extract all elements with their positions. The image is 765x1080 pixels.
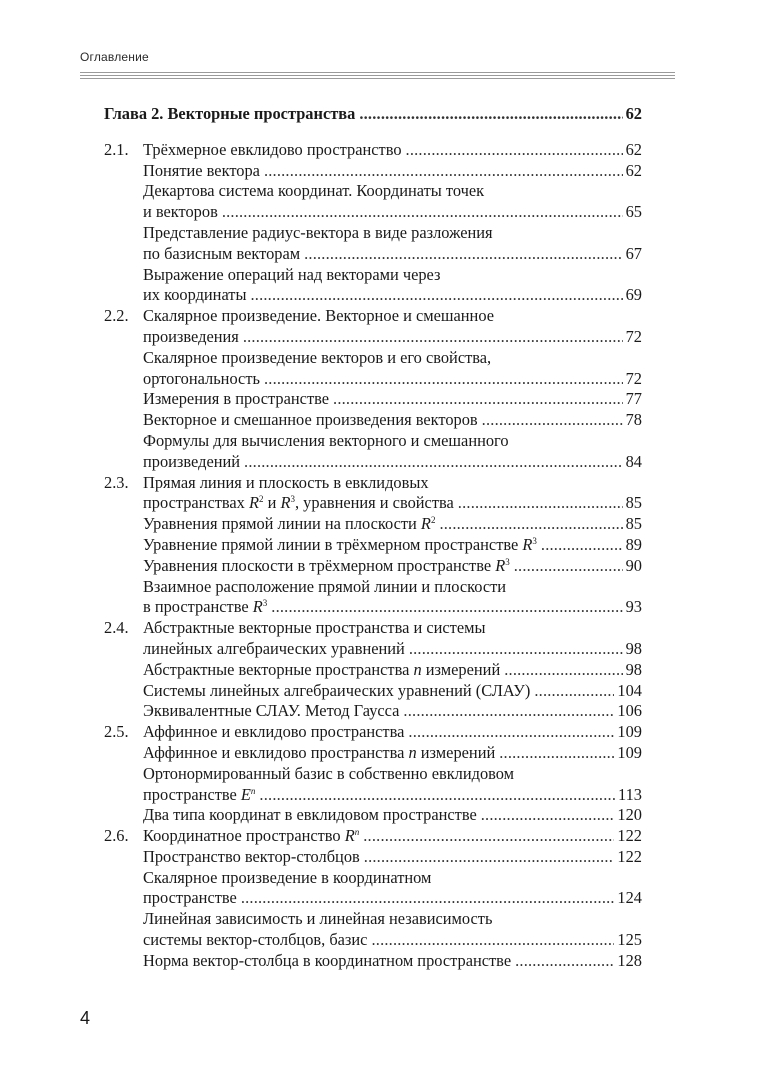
dot-leader <box>264 161 623 182</box>
dot-leader <box>359 104 622 125</box>
item-title: пространстве <box>143 888 237 908</box>
dot-leader <box>534 681 614 702</box>
dot-leader <box>458 493 623 514</box>
item-title: системы вектор-столбцов, базис <box>143 930 368 950</box>
page-number: 4 <box>80 1008 91 1028</box>
toc-section-2-1[interactable] <box>104 140 642 161</box>
item-title: ортогональность <box>143 368 260 388</box>
dot-leader <box>403 701 614 722</box>
toc-section-line2[interactable] <box>104 327 642 348</box>
section-number: 2.1. <box>104 139 129 159</box>
page-ref: 85 <box>625 493 642 513</box>
chapter-title: Глава 2. Векторные пространства <box>104 104 356 123</box>
section-number: 2.3. <box>104 472 129 492</box>
dot-leader <box>371 930 614 951</box>
section-title: Абстрактные векторные пространства и системы <box>143 618 486 638</box>
page-ref: 85 <box>625 514 642 534</box>
item-title: Формулы для вычисления векторного и смешанного <box>143 430 509 450</box>
toc-item-line1[interactable] <box>104 181 642 202</box>
page-ref: 90 <box>625 555 642 575</box>
item-title: Векторное и смешанное произведения векторов <box>143 410 478 430</box>
section-title: пространствах $R^2$ и $R^3$, уравнения и свойства <box>143 493 454 513</box>
item-title: Пространство вектор-столбцов <box>143 846 360 866</box>
dot-leader <box>259 785 615 806</box>
item-title: Линейная зависимость и линейная независимость <box>143 909 493 929</box>
page-ref: 65 <box>625 202 642 222</box>
toc-item-line2[interactable] <box>104 452 642 473</box>
toc-item[interactable] <box>104 535 642 556</box>
item-title: Взаимное расположение прямой линии и плоскости <box>143 576 507 596</box>
section-number: 2.6. <box>104 826 129 846</box>
section-number: 2.5. <box>104 722 129 742</box>
toc-item[interactable] <box>104 951 642 972</box>
item-title: в пространстве $R^3$ <box>143 597 268 617</box>
running-title: Оглавление <box>80 50 149 64</box>
page-ref: 120 <box>617 805 642 825</box>
toc-item-line1[interactable] <box>104 431 642 452</box>
dot-leader <box>439 514 622 535</box>
page-ref: 104 <box>617 680 642 700</box>
toc-item[interactable] <box>104 556 642 577</box>
page-ref: 84 <box>625 451 642 471</box>
toc-item-line1[interactable] <box>104 909 642 930</box>
item-title: их координаты <box>143 285 247 305</box>
dot-leader <box>333 389 623 410</box>
toc-item-line1[interactable] <box>104 223 642 244</box>
toc-item-line2[interactable] <box>104 597 642 618</box>
section-title: Трёхмерное евклидово пространство <box>143 139 402 159</box>
toc-section-2-2[interactable] <box>104 306 642 327</box>
toc-chapter-2[interactable] <box>104 104 642 125</box>
toc-item-line2[interactable] <box>104 930 642 951</box>
item-title: Уравнения прямой линии на плоскости $R^2$ <box>143 514 436 534</box>
page-ref: 78 <box>625 410 642 430</box>
page-ref: 62 <box>625 139 642 159</box>
dot-leader <box>408 722 614 743</box>
page-ref: 106 <box>617 701 642 721</box>
item-title: Ортонормированный базис в собственно евклидовом <box>143 763 515 783</box>
section-title: Аффинное и евклидово пространства <box>143 722 405 742</box>
page-ref: 113 <box>618 784 642 804</box>
toc-item[interactable] <box>104 805 642 826</box>
dot-leader <box>504 660 622 681</box>
toc-item-line1[interactable] <box>104 764 642 785</box>
item-title: Аффинное и евклидово пространства n измерений <box>143 742 496 762</box>
section-title: линейных алгебраических уравнений <box>143 638 405 658</box>
toc-item-line2[interactable] <box>104 369 642 390</box>
item-title: по базисным векторам <box>143 243 301 263</box>
dot-leader <box>481 805 615 826</box>
item-title: пространстве $E^n$ <box>143 784 256 804</box>
page-ref: 62 <box>625 104 642 123</box>
item-title: Выражение операций над векторами через <box>143 264 441 284</box>
page-ref: 93 <box>625 597 642 617</box>
dot-leader <box>222 202 623 223</box>
item-title: Норма вектор-столбца в координатном пространстве <box>143 950 512 970</box>
toc-item[interactable] <box>104 660 642 681</box>
page-ref: 62 <box>625 160 642 180</box>
toc-item-line1[interactable] <box>104 348 642 369</box>
page-ref: 89 <box>625 534 642 554</box>
section-title: Скалярное произведение. Векторное и смешанное <box>143 306 494 326</box>
toc-item[interactable] <box>104 410 642 431</box>
dot-leader <box>264 369 623 390</box>
item-title: Абстрактные векторные пространства n измерений <box>143 659 501 679</box>
toc-item-line2[interactable] <box>104 888 642 909</box>
page-ref: 98 <box>625 638 642 658</box>
toc-item[interactable] <box>104 701 642 722</box>
toc-item[interactable] <box>104 161 642 182</box>
dot-leader <box>409 639 623 660</box>
toc-item-line2[interactable] <box>104 785 642 806</box>
item-title: и векторов <box>143 202 218 222</box>
item-title: Понятие вектора <box>143 160 260 180</box>
toc-section-2-5[interactable] <box>104 722 642 743</box>
toc-item-line1[interactable] <box>104 868 642 889</box>
item-title: Эквивалентные СЛАУ. Метод Гаусса <box>143 701 400 721</box>
toc-section-2-6[interactable] <box>104 826 642 847</box>
toc-item-line1[interactable] <box>104 577 642 598</box>
section-title: Координатное пространство $R^n$ <box>143 826 360 846</box>
toc-item[interactable] <box>104 743 642 764</box>
toc-section-2-3[interactable] <box>104 473 642 494</box>
dot-leader <box>514 556 623 577</box>
item-title: Скалярное произведение в координатном <box>143 867 432 887</box>
section-title: произведения <box>143 326 239 346</box>
dot-leader <box>499 743 614 764</box>
header-rule-3 <box>80 78 675 79</box>
page-ref: 122 <box>617 846 642 866</box>
page-ref: 125 <box>617 930 642 950</box>
dot-leader <box>243 327 623 348</box>
dot-leader <box>406 140 623 161</box>
item-title: Скалярное произведение векторов и его свойства, <box>143 347 492 367</box>
toc-item-line2[interactable] <box>104 244 642 265</box>
toc-item[interactable] <box>104 681 642 702</box>
page-ref: 77 <box>625 389 642 409</box>
toc-item[interactable] <box>104 389 642 410</box>
page-ref: 109 <box>617 742 642 762</box>
header-rule-1 <box>80 72 675 73</box>
table-of-contents <box>104 104 642 972</box>
item-title: Системы линейных алгебраических уравнений (СЛАУ) <box>143 680 531 700</box>
section-number: 2.2. <box>104 306 129 326</box>
item-title: произведений <box>143 451 241 471</box>
dot-leader <box>482 410 623 431</box>
dot-leader <box>250 285 622 306</box>
item-title: Уравнения плоскости в трёхмерном пространстве $R^3$ <box>143 555 510 575</box>
page-ref: 69 <box>625 285 642 305</box>
item-title: Представление радиус-вектора в виде разложения <box>143 222 493 242</box>
toc-section-line2[interactable] <box>104 493 642 514</box>
item-title: Уравнение прямой линии в трёхмерном пространстве $R^3$ <box>143 534 537 554</box>
page-ref: 128 <box>617 950 642 970</box>
toc-item-line1[interactable] <box>104 265 642 286</box>
section-title: Прямая линия и плоскость в евклидовых <box>143 472 429 492</box>
dot-leader <box>271 597 622 618</box>
item-title: Два типа координат в евклидовом пространстве <box>143 805 477 825</box>
dot-leader <box>515 951 614 972</box>
toc-section-line2[interactable] <box>104 639 642 660</box>
toc-item[interactable] <box>104 514 642 535</box>
dot-leader <box>541 535 623 556</box>
dot-leader <box>241 888 615 909</box>
page-ref: 98 <box>625 659 642 679</box>
page-ref: 124 <box>617 888 642 908</box>
dot-leader <box>304 244 623 265</box>
toc-item[interactable] <box>104 847 642 868</box>
item-title: Декартова система координат. Координаты точек <box>143 181 485 201</box>
dot-leader <box>364 847 615 868</box>
item-title: Измерения в пространстве <box>143 389 330 409</box>
page-ref: 67 <box>625 243 642 263</box>
spacer <box>104 125 642 140</box>
toc-item-line2[interactable] <box>104 202 642 223</box>
page-ref: 72 <box>625 326 642 346</box>
header-rule-2 <box>80 75 675 76</box>
page-ref: 72 <box>625 368 642 388</box>
toc-section-2-4[interactable] <box>104 618 642 639</box>
section-number: 2.4. <box>104 618 129 638</box>
page-ref: 109 <box>617 722 642 742</box>
page-ref: 122 <box>617 826 642 846</box>
dot-leader <box>363 826 614 847</box>
toc-item-line2[interactable] <box>104 285 642 306</box>
dot-leader <box>244 452 623 473</box>
